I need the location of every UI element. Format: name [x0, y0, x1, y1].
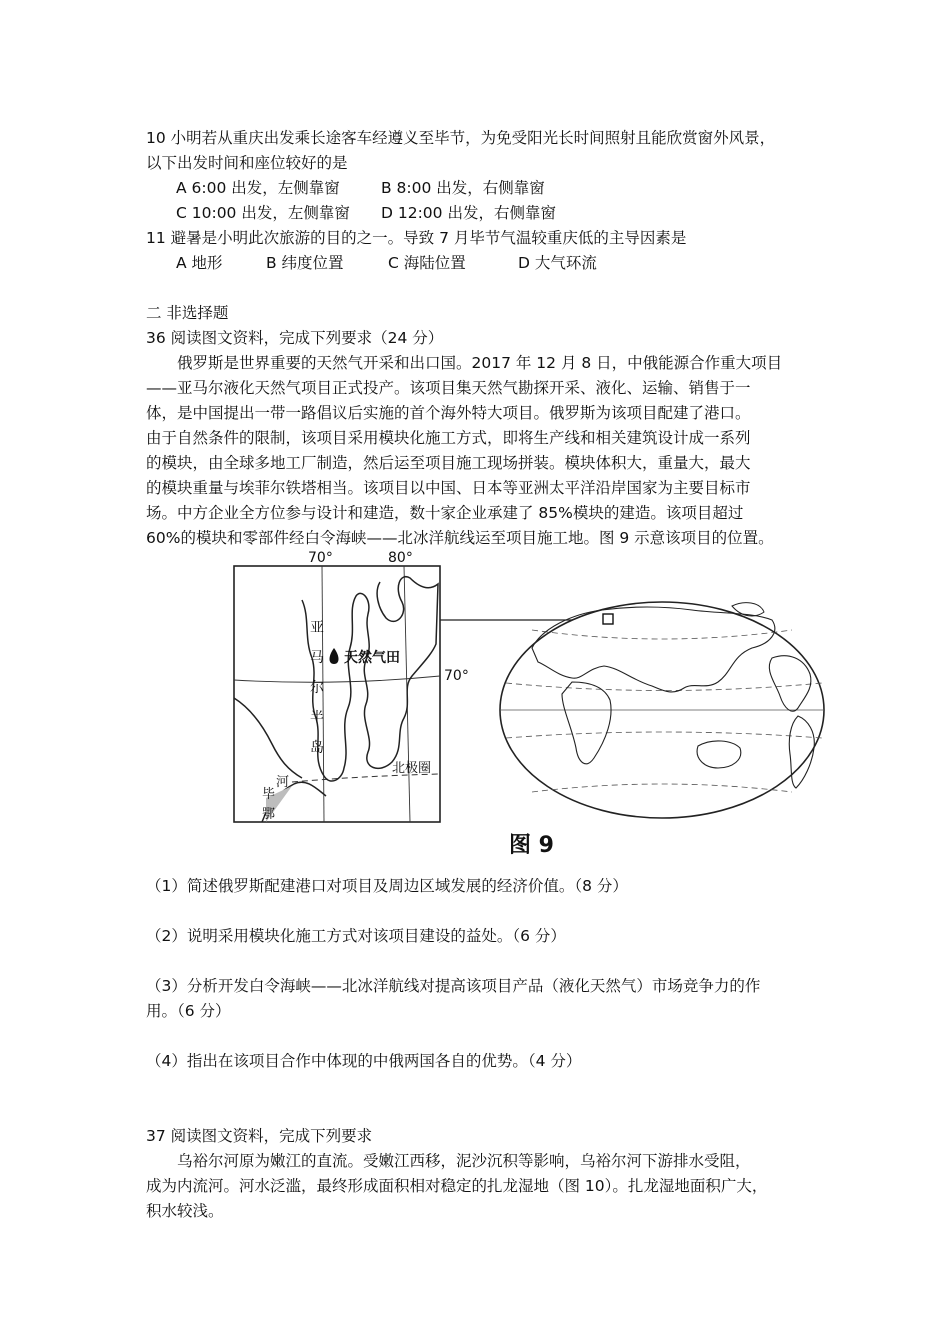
q11-option-a: A 地形 [176, 254, 223, 272]
q36-para-line: 体，是中国提出一带一路倡议后实施的首个海外特大项目。俄罗斯为该项目配建了港口。 [146, 404, 751, 422]
q10-option-d: D 12:00 出发，右侧靠窗 [381, 204, 556, 222]
q10-stem-line1: 10 小明若从重庆出发乘长途客车经遵义至毕节，为免受阳光长时间照射且能欣赏窗外风景， [146, 129, 776, 147]
peninsula-char: 亚 [310, 620, 324, 636]
q37-para-line: 乌裕尔河原为嫩江的直流。受嫩江西移，泥沙沉积等影响，乌裕尔河下游排水受阻， [177, 1152, 751, 1170]
peninsula-char: 岛 [310, 740, 324, 756]
q37-stem: 37 阅读图文资料，完成下列要求 [146, 1127, 373, 1145]
q37-para-line: 成为内流河。河水泛滥，最终形成面积相对稳定的扎龙湿地（图 10）。扎龙湿地面积广大， [146, 1177, 768, 1195]
river-char: 鄂 [262, 807, 276, 822]
figure-caption: 图 9 [509, 833, 554, 858]
q36-stem: 36 阅读图文资料，完成下列要求（24 分） [146, 329, 444, 347]
q36-sub3-line2: 用。（6 分） [146, 1002, 231, 1020]
q11-stem: 11 避暑是小明此次旅游的目的之一。导致 7 月毕节气温较重庆低的主导因素是 [146, 229, 687, 247]
q36-para-line: ——亚马尔液化天然气项目正式投产。该项目集天然气勘探开采、液化、运输、销售于一 [146, 379, 751, 397]
exam-page [146, 126, 826, 551]
peninsula-char: 马 [310, 650, 324, 666]
q11-option-c: C 海陆位置 [388, 254, 466, 272]
q10-options-row2 [146, 201, 826, 226]
q10-option-b: B 8:00 出发，右侧靠窗 [381, 179, 545, 197]
q36-para-line: 的模块重量与埃菲尔铁塔相当。该项目以中国、日本等亚洲太平洋沿岸国家为主要目标市 [146, 479, 751, 497]
lon-80-label: 80° [388, 550, 413, 566]
river-char: 毕 [262, 787, 276, 802]
q11-option-b: B 纬度位置 [266, 254, 344, 272]
q36-sub1: （1）简述俄罗斯配建港口对项目及周边区域发展的经济价值。（8 分） [146, 877, 628, 895]
q11-options [146, 251, 826, 276]
q36-para-line: 60%的模块和零部件经白令海峡——北冰洋航线运至项目施工地。图 9 示意该项目的位置。 [146, 529, 774, 547]
lat-70-label: 70° [444, 668, 469, 684]
q36-sub3-line1: （3）分析开发白令海峡——北冰洋航线对提高该项目产品（液化天然气）市场竞争力的作 [146, 977, 761, 995]
q10-option-c: C 10:00 出发，左侧靠窗 [176, 204, 350, 222]
q10-options-row1 [146, 176, 826, 201]
peninsula-char: 尔 [310, 680, 324, 696]
gas-field-label: 天然气田 [344, 650, 400, 666]
arctic-circle-label: 北极圈 [392, 761, 432, 776]
q36-sub2: （2）说明采用模块化施工方式对该项目建设的益处。（6 分） [146, 927, 566, 945]
q10-stem-line2: 以下出发时间和座位较好的是 [146, 154, 348, 172]
q11-option-d: D 大气环流 [518, 254, 597, 272]
q36-para-line: 由于自然条件的限制，该项目采用模块化施工方式，即将生产线和相关建筑设计成一系列 [146, 429, 751, 447]
q36-para-line: 的模块，由全球多地工厂制造，然后运至项目施工现场拼装。模块体积大，重量大，最大 [146, 454, 751, 472]
lon-70-label: 70° [308, 550, 333, 566]
peninsula-char: 半 [310, 710, 324, 726]
q10-option-a: A 6:00 出发，左侧靠窗 [176, 179, 340, 197]
river-char: 河 [276, 775, 290, 790]
figure-9-map [232, 548, 832, 860]
q36-para-line: 场。中方企业全方位参与设计和建造，数十家企业承建了 85%模块的建造。该项目超过 [146, 504, 744, 522]
section-title: 二 非选择题 [146, 304, 229, 322]
q37-para-line: 积水较浅。 [146, 1202, 224, 1220]
q36-sub4: （4）指出在该项目合作中体现的中俄两国各自的优势。（4 分） [146, 1052, 582, 1070]
q36-para-line: 俄罗斯是世界重要的天然气开采和出口国。2017 年 12 月 8 日，中俄能源合作重大项目 [177, 354, 783, 372]
